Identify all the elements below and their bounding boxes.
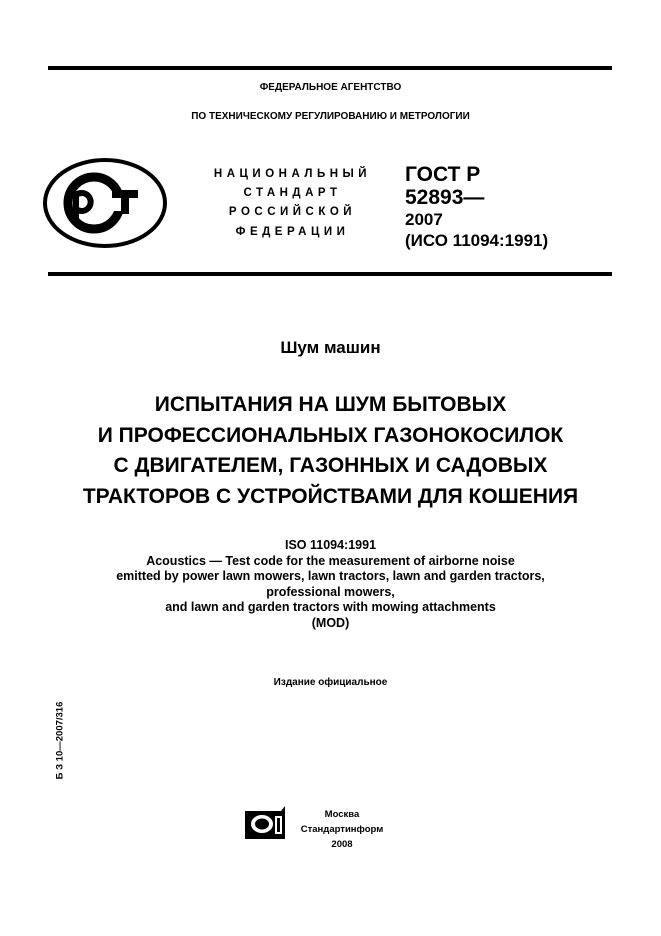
- rst-logo-icon: [42, 157, 168, 249]
- standard-type-4: ФЕДЕРАЦИИ: [235, 226, 350, 238]
- standard-type-2: СТАНДАРТ: [243, 187, 342, 199]
- iso-reference: [0, 538, 661, 631]
- iso-line: (MOD): [311, 615, 350, 630]
- middle-rule: [48, 272, 612, 276]
- standard-type-3: РОССИЙСКОЙ: [228, 206, 357, 218]
- title-line: С ДВИГАТЕЛЕМ, ГАЗОННЫХ И САДОВЫХ: [113, 454, 548, 477]
- designation-gost: ГОСТ Р: [405, 163, 481, 186]
- subject: Шум машин: [280, 338, 381, 357]
- iso-line: emitted by power lawn mowers, lawn tractors, lawn and garden tractors,: [116, 569, 545, 583]
- publisher-info: [292, 807, 392, 852]
- agency-line-2: ПО ТЕХНИЧЕСКОМУ РЕГУЛИРОВАНИЮ И МЕТРОЛОГИИ: [191, 111, 470, 122]
- edition-label: Издание официальное: [273, 677, 388, 688]
- title-line: И ПРОФЕССИОНАЛЬНЫХ ГАЗОНОКОСИЛОК: [97, 423, 564, 447]
- designation-number: 52893—: [405, 186, 485, 209]
- publisher-year: 2008: [331, 839, 353, 850]
- iso-line: and lawn and garden tractors with mowing attachments: [165, 600, 496, 614]
- iso-line: professional mowers,: [266, 584, 395, 599]
- designation-iso: (ИСО 11094:1991): [405, 231, 549, 250]
- publisher-name: Стандартинформ: [300, 824, 384, 835]
- standard-type-1: НАЦИОНАЛЬНЫЙ: [213, 168, 372, 180]
- iso-line: ISO 11094:1991: [284, 538, 377, 552]
- side-code: Б З 10—2007/316: [54, 701, 66, 780]
- title-line: ТРАКТОРОВ С УСТРОЙСТВАМИ ДЛЯ КОШЕНИЯ: [82, 484, 579, 508]
- standartinform-logo-icon: [245, 806, 287, 839]
- publisher-city: Москва: [324, 809, 360, 820]
- agency-line-1: ФЕДЕРАЛЬНОЕ АГЕНТСТВО: [259, 82, 402, 93]
- designation-year: 2007: [405, 210, 443, 229]
- iso-line: Acoustics — Test code for the measurement of airborne noise: [146, 553, 515, 568]
- title-line: ИСПЫТАНИЯ НА ШУМ БЫТОВЫХ: [154, 393, 507, 416]
- top-rule: [48, 66, 612, 70]
- document-title: [0, 390, 661, 512]
